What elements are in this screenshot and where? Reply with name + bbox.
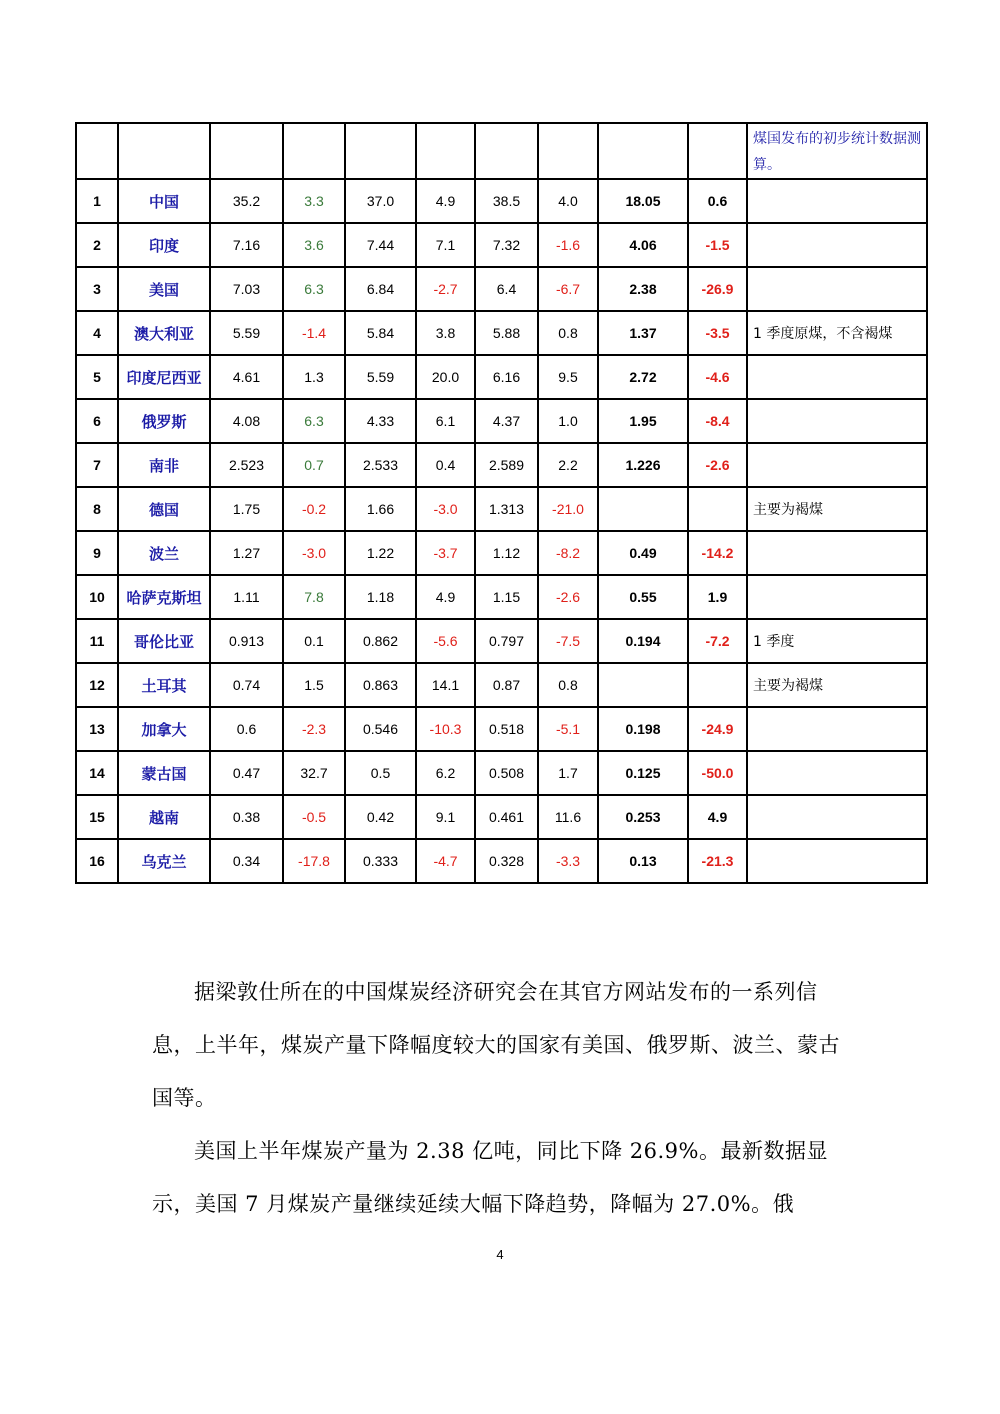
rank-cell: 15: [76, 795, 118, 839]
value-cell: 7.03: [210, 267, 283, 311]
value-cell: 0.47: [210, 751, 283, 795]
country-cell: 哈萨克斯坦: [118, 575, 210, 619]
header-note: 煤国发布的初步统计数据测算。: [747, 123, 927, 179]
change-cell: 6.2: [416, 751, 475, 795]
change-cell: 11.6: [538, 795, 598, 839]
change-cell: -3.0: [283, 531, 345, 575]
header-cell: [475, 123, 538, 179]
value-cell: 0.6: [210, 707, 283, 751]
h1-value-cell: 1.95: [598, 399, 688, 443]
country-cell: 越南: [118, 795, 210, 839]
h1-change-cell: -50.0: [688, 751, 747, 795]
country-cell: 哥伦比亚: [118, 619, 210, 663]
value-cell: 38.5: [475, 179, 538, 223]
note-cell: [747, 223, 927, 267]
change-cell: -0.5: [283, 795, 345, 839]
note-cell: 1 季度原煤，不含褐煤: [747, 311, 927, 355]
change-cell: -17.8: [283, 839, 345, 883]
value-cell: 0.863: [345, 663, 416, 707]
rank-cell: 5: [76, 355, 118, 399]
country-cell: 印度: [118, 223, 210, 267]
rank-cell: 9: [76, 531, 118, 575]
h1-value-cell: 18.05: [598, 179, 688, 223]
h1-change-cell: -8.4: [688, 399, 747, 443]
change-cell: -0.2: [283, 487, 345, 531]
change-cell: -2.3: [283, 707, 345, 751]
change-cell: 0.1: [283, 619, 345, 663]
value-cell: 6.16: [475, 355, 538, 399]
value-cell: 6.84: [345, 267, 416, 311]
header-cell: [76, 123, 118, 179]
country-cell: 德国: [118, 487, 210, 531]
change-cell: 0.8: [538, 311, 598, 355]
header-cell: [210, 123, 283, 179]
value-cell: 1.27: [210, 531, 283, 575]
header-cell: [118, 123, 210, 179]
table-row: [76, 179, 927, 223]
value-cell: 4.61: [210, 355, 283, 399]
value-cell: 4.37: [475, 399, 538, 443]
value-cell: 0.518: [475, 707, 538, 751]
change-cell: 1.5: [283, 663, 345, 707]
h1-value-cell: 0.253: [598, 795, 688, 839]
change-cell: -4.7: [416, 839, 475, 883]
table-row: [76, 707, 927, 751]
change-cell: 6.3: [283, 267, 345, 311]
country-cell: 澳大利亚: [118, 311, 210, 355]
change-cell: 3.8: [416, 311, 475, 355]
h1-value-cell: 4.06: [598, 223, 688, 267]
rank-cell: 13: [76, 707, 118, 751]
change-cell: 0.4: [416, 443, 475, 487]
h1-value-cell: 1.37: [598, 311, 688, 355]
h1-change-cell: -4.6: [688, 355, 747, 399]
body-paragraph: 美国上半年煤炭产量为 2.38 亿吨，同比下降 26.9%。最新数据显示，美国 7 月煤炭产量继续延续大幅下降趋势，降幅为 27.0%。俄: [152, 1139, 828, 1216]
coal-production-table: [75, 122, 928, 884]
h1-value-cell: 1.226: [598, 443, 688, 487]
note-cell: 主要为褐煤: [747, 663, 927, 707]
value-cell: 1.22: [345, 531, 416, 575]
country-cell: 土耳其: [118, 663, 210, 707]
h1-change-cell: -14.2: [688, 531, 747, 575]
value-cell: 5.59: [345, 355, 416, 399]
value-cell: 0.38: [210, 795, 283, 839]
change-cell: -7.5: [538, 619, 598, 663]
change-cell: 4.9: [416, 575, 475, 619]
table-row: [76, 795, 927, 839]
body-paragraph: 据梁敦仕所在的中国煤炭经济研究会在其官方网站发布的一系列信息，上半年，煤炭产量下降幅度较大的国家有美国、俄罗斯、波兰、蒙古国等。: [152, 980, 840, 1110]
h1-value-cell: 0.198: [598, 707, 688, 751]
country-cell: 乌克兰: [118, 839, 210, 883]
change-cell: -10.3: [416, 707, 475, 751]
note-cell: [747, 443, 927, 487]
note-cell: [747, 839, 927, 883]
change-cell: 0.7: [283, 443, 345, 487]
note-cell: 1 季度: [747, 619, 927, 663]
table-row: [76, 399, 927, 443]
rank-cell: 12: [76, 663, 118, 707]
change-cell: 4.0: [538, 179, 598, 223]
header-cell: [345, 123, 416, 179]
value-cell: 7.44: [345, 223, 416, 267]
change-cell: 4.9: [416, 179, 475, 223]
rank-cell: 10: [76, 575, 118, 619]
rank-cell: 1: [76, 179, 118, 223]
note-cell: 主要为褐煤: [747, 487, 927, 531]
h1-value-cell: 2.72: [598, 355, 688, 399]
change-cell: -1.4: [283, 311, 345, 355]
value-cell: 0.74: [210, 663, 283, 707]
header-cell: [688, 123, 747, 179]
change-cell: -21.0: [538, 487, 598, 531]
change-cell: 32.7: [283, 751, 345, 795]
country-cell: 美国: [118, 267, 210, 311]
h1-change-cell: -26.9: [688, 267, 747, 311]
value-cell: 0.862: [345, 619, 416, 663]
h1-value-cell: 0.125: [598, 751, 688, 795]
note-cell: [747, 531, 927, 575]
country-cell: 印度尼西亚: [118, 355, 210, 399]
note-cell: [747, 575, 927, 619]
rank-cell: 2: [76, 223, 118, 267]
value-cell: 1.15: [475, 575, 538, 619]
value-cell: 4.08: [210, 399, 283, 443]
note-cell: [747, 179, 927, 223]
change-cell: -5.6: [416, 619, 475, 663]
table-row: [76, 267, 927, 311]
country-cell: 俄罗斯: [118, 399, 210, 443]
change-cell: 9.5: [538, 355, 598, 399]
table-header-row: [76, 123, 927, 179]
h1-value-cell: 2.38: [598, 267, 688, 311]
value-cell: 0.913: [210, 619, 283, 663]
table-row: [76, 443, 927, 487]
rank-cell: 8: [76, 487, 118, 531]
change-cell: -3.7: [416, 531, 475, 575]
change-cell: 9.1: [416, 795, 475, 839]
table-row: [76, 619, 927, 663]
note-cell: [747, 707, 927, 751]
h1-change-cell: -24.9: [688, 707, 747, 751]
value-cell: 4.33: [345, 399, 416, 443]
change-cell: 7.1: [416, 223, 475, 267]
value-cell: 2.533: [345, 443, 416, 487]
value-cell: 0.461: [475, 795, 538, 839]
value-cell: 37.0: [345, 179, 416, 223]
note-cell: [747, 795, 927, 839]
h1-change-cell: -3.5: [688, 311, 747, 355]
h1-value-cell: 0.13: [598, 839, 688, 883]
change-cell: 1.7: [538, 751, 598, 795]
change-cell: 20.0: [416, 355, 475, 399]
value-cell: 0.42: [345, 795, 416, 839]
header-cell: [283, 123, 345, 179]
value-cell: 0.508: [475, 751, 538, 795]
value-cell: 1.75: [210, 487, 283, 531]
value-cell: 0.5: [345, 751, 416, 795]
h1-value-cell: [598, 487, 688, 531]
change-cell: -3.3: [538, 839, 598, 883]
note-cell: [747, 399, 927, 443]
country-cell: 南非: [118, 443, 210, 487]
page-number: 4: [496, 1247, 504, 1262]
value-cell: 7.16: [210, 223, 283, 267]
value-cell: 0.546: [345, 707, 416, 751]
value-cell: 2.589: [475, 443, 538, 487]
change-cell: 1.3: [283, 355, 345, 399]
value-cell: 0.333: [345, 839, 416, 883]
table-row: [76, 663, 927, 707]
change-cell: 7.8: [283, 575, 345, 619]
change-cell: -6.7: [538, 267, 598, 311]
table-row: [76, 531, 927, 575]
country-cell: 加拿大: [118, 707, 210, 751]
rank-cell: 6: [76, 399, 118, 443]
value-cell: 1.12: [475, 531, 538, 575]
value-cell: 35.2: [210, 179, 283, 223]
header-cell: [538, 123, 598, 179]
value-cell: 0.87: [475, 663, 538, 707]
country-cell: 中国: [118, 179, 210, 223]
value-cell: 1.313: [475, 487, 538, 531]
h1-change-cell: [688, 487, 747, 531]
note-cell: [747, 751, 927, 795]
change-cell: -8.2: [538, 531, 598, 575]
change-cell: 0.8: [538, 663, 598, 707]
table-row: [76, 751, 927, 795]
change-cell: -2.6: [538, 575, 598, 619]
rank-cell: 11: [76, 619, 118, 663]
value-cell: 5.84: [345, 311, 416, 355]
header-cell: [416, 123, 475, 179]
value-cell: 5.59: [210, 311, 283, 355]
value-cell: 5.88: [475, 311, 538, 355]
value-cell: 0.797: [475, 619, 538, 663]
change-cell: -3.0: [416, 487, 475, 531]
h1-change-cell: -1.5: [688, 223, 747, 267]
value-cell: 1.18: [345, 575, 416, 619]
h1-change-cell: -21.3: [688, 839, 747, 883]
change-cell: 3.6: [283, 223, 345, 267]
change-cell: 1.0: [538, 399, 598, 443]
table-row: [76, 575, 927, 619]
rank-cell: 4: [76, 311, 118, 355]
note-cell: [747, 267, 927, 311]
value-cell: 6.4: [475, 267, 538, 311]
h1-change-cell: [688, 663, 747, 707]
rank-cell: 16: [76, 839, 118, 883]
change-cell: -2.7: [416, 267, 475, 311]
change-cell: -1.6: [538, 223, 598, 267]
change-cell: 3.3: [283, 179, 345, 223]
rank-cell: 3: [76, 267, 118, 311]
value-cell: 1.66: [345, 487, 416, 531]
change-cell: 6.3: [283, 399, 345, 443]
table-row: [76, 355, 927, 399]
change-cell: -5.1: [538, 707, 598, 751]
value-cell: 7.32: [475, 223, 538, 267]
rank-cell: 14: [76, 751, 118, 795]
value-cell: 0.328: [475, 839, 538, 883]
table-row: [76, 223, 927, 267]
value-cell: 1.11: [210, 575, 283, 619]
country-cell: 波兰: [118, 531, 210, 575]
rank-cell: 7: [76, 443, 118, 487]
note-cell: [747, 355, 927, 399]
change-cell: 14.1: [416, 663, 475, 707]
h1-value-cell: 0.49: [598, 531, 688, 575]
h1-change-cell: -2.6: [688, 443, 747, 487]
country-cell: 蒙古国: [118, 751, 210, 795]
h1-change-cell: -7.2: [688, 619, 747, 663]
h1-value-cell: [598, 663, 688, 707]
table-row: [76, 487, 927, 531]
change-cell: 2.2: [538, 443, 598, 487]
table-row: [76, 311, 927, 355]
h1-change-cell: 0.6: [688, 179, 747, 223]
h1-change-cell: 1.9: [688, 575, 747, 619]
h1-value-cell: 0.194: [598, 619, 688, 663]
table-row: [76, 839, 927, 883]
h1-value-cell: 0.55: [598, 575, 688, 619]
change-cell: 6.1: [416, 399, 475, 443]
value-cell: 2.523: [210, 443, 283, 487]
h1-change-cell: 4.9: [688, 795, 747, 839]
header-cell: [598, 123, 688, 179]
value-cell: 0.34: [210, 839, 283, 883]
